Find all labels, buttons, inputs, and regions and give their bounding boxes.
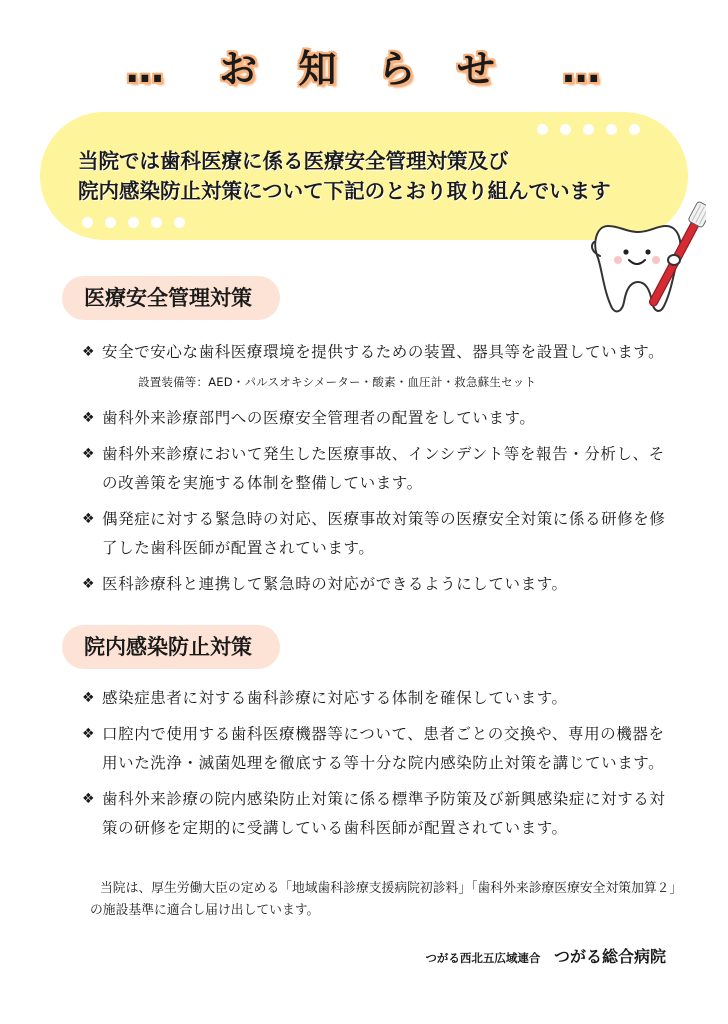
- title-dots-right: …: [562, 47, 603, 91]
- item-text: 医科診療科と連携して緊急時の対応ができるようにしています。: [102, 575, 568, 593]
- diamond-bullet-icon: ❖: [82, 511, 96, 527]
- organization-name: つがる西北五広域連合: [425, 951, 541, 965]
- safety-list: [82, 338, 672, 599]
- list-item: [82, 505, 672, 563]
- item-text: 歯科外来診療の院内感染防止対策に係る標準予防策及び新興感染症に対する対策の研修を定期的に受講している歯科医師が配置されています。: [102, 790, 666, 837]
- diamond-bullet-icon: ❖: [82, 726, 96, 742]
- equipment-note: 設置装備等：AED・パルスオキシメーター・酸素・血圧計・救急蘇生セット: [138, 375, 537, 389]
- list-item: [82, 338, 672, 397]
- list-item: [82, 404, 672, 433]
- infection-heading: 院内感染防止対策: [62, 625, 280, 669]
- item-text: 歯科外来診療部門への医療安全管理者の配置をしています。: [102, 409, 536, 427]
- intro-line-1: 当院では歯科医療に係る医療安全管理対策及び: [78, 149, 509, 173]
- signature: [425, 944, 666, 967]
- diamond-bullet-icon: ❖: [82, 690, 96, 706]
- notice-title: [0, 38, 728, 93]
- title-dots-left: …: [125, 47, 166, 91]
- item-text: 歯科外来診療において発生した医療事故、インシデント等を報告・分析し、その改善策を実施する体制を整備しています。: [102, 445, 665, 492]
- hospital-name: つがる総合病院: [553, 947, 666, 966]
- list-item: [82, 440, 672, 498]
- list-item: [82, 570, 672, 599]
- safety-heading: 医療安全管理対策: [62, 276, 280, 320]
- banner-dots-bottom: [82, 217, 185, 228]
- intro-text: [78, 146, 611, 206]
- facility-standard-note: 当院は、厚生労働大臣の定める「地域歯科診療支援病院初診料」「歯科外来診療医療安全対策加算２」の施設基準に適合し届け出しています。: [90, 881, 676, 918]
- item-text: 口腔内で使用する歯科医療機器等について、患者ごとの交換や、専用の機器を用いた洗浄・滅菌処理を徹底する等十分な院内感染防止対策を講じています。: [102, 725, 665, 772]
- tooth-mascot-icon: [586, 196, 706, 320]
- title-text: お 知 ら せ: [219, 47, 509, 91]
- diamond-bullet-icon: ❖: [82, 344, 96, 360]
- banner-dots-top: [537, 124, 640, 135]
- intro-line-2: 院内感染防止対策について下記のとおり取り組んでいます: [78, 179, 611, 203]
- list-item: [82, 684, 672, 713]
- item-text: 偶発症に対する緊急時の対応、医療事故対策等の医療安全対策に係る研修を修了した歯科医師が配置されています。: [102, 510, 666, 557]
- infection-list: [82, 684, 672, 843]
- item-text: 安全で安心な歯科医療環境を提供するための装置、器具等を設置しています。: [102, 343, 665, 361]
- diamond-bullet-icon: ❖: [82, 576, 96, 592]
- diamond-bullet-icon: ❖: [82, 446, 96, 462]
- diamond-bullet-icon: ❖: [82, 791, 96, 807]
- list-item: [82, 785, 672, 843]
- item-text: 感染症患者に対する歯科診療に対応する体制を確保しています。: [102, 689, 568, 707]
- diamond-bullet-icon: ❖: [82, 410, 96, 426]
- list-item: [82, 720, 672, 778]
